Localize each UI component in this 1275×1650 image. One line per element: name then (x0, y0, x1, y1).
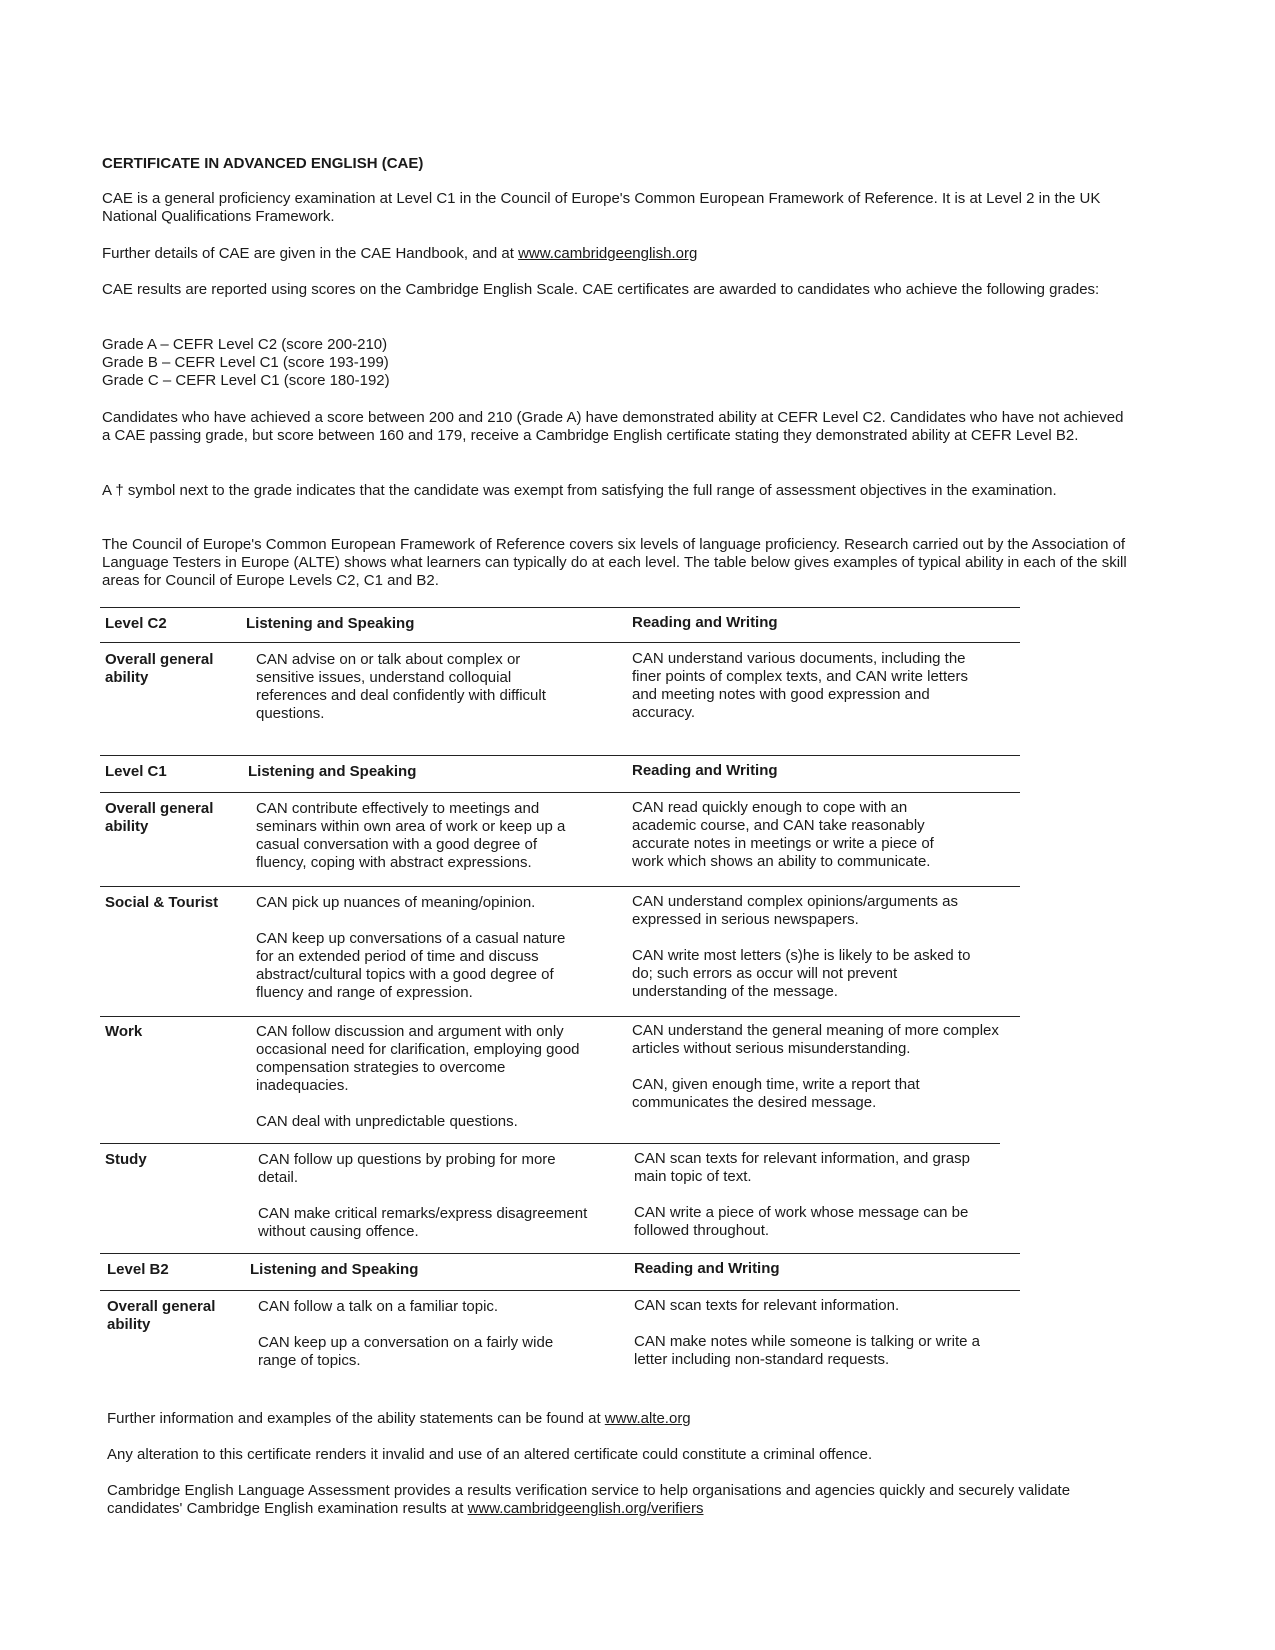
c1-study-label: Study (105, 1151, 147, 1168)
c1-study-rw-1: CAN scan texts for relevant information, and grasp main topic of text. (634, 1150, 970, 1185)
page-title: CERTIFICATE IN ADVANCED ENGLISH (CAE) (102, 155, 424, 172)
c1-work-reading-writing (632, 1022, 1017, 1112)
grade-b: Grade B – CEFR Level C1 (score 193-199) (102, 354, 389, 371)
c1-listening-speaking-header: Listening and Speaking (248, 763, 417, 780)
table-rule (100, 1290, 1020, 1291)
c1-work-rw-1: CAN understand the general meaning of more complex articles without serious misunderstanding. (632, 1022, 999, 1057)
c1-reading-writing-header: Reading and Writing (632, 762, 778, 779)
intro-paragraph: CAE is a general proficiency examination at Level C1 in the Council of Europe's Common European Framework of Reference. It is at Level 2 in the UK National Qualifications Framework. (102, 190, 1101, 225)
c1-social-listening-speaking (256, 894, 576, 1002)
c1-social-tourist-label: Social & Tourist (105, 894, 219, 911)
table-rule (100, 607, 1020, 608)
table-rule (100, 792, 1020, 793)
c1-study-rw-2: CAN write a piece of work whose message can be followed throughout. (634, 1204, 969, 1239)
council-paragraph: The Council of Europe's Common European Framework of Reference covers six levels of language proficiency. Research carried out by the Association of Language Testers in Europe (ALTE) shows what learners can typically do at each level. The table below gives examples of typical ability in each of the skill areas for Council of Europe Levels C2, C1 and B2. (102, 536, 1127, 589)
c1-study-reading-writing (634, 1150, 974, 1240)
further-info-paragraph (107, 1410, 1137, 1428)
c1-social-ls-2: CAN keep up conversations of a casual nature for an extended period of time and discuss abstract/cultural topics with a good degree of fluency and range of expression. (256, 930, 566, 1001)
further-info-text: Further information and examples of the ability statements can be found at (107, 1410, 605, 1427)
details-text: Further details of CAE are given in the CAE Handbook, and at (102, 245, 519, 262)
b2-reading-writing-header: Reading and Writing (634, 1260, 780, 1277)
level-c1-header: Level C1 (105, 763, 167, 780)
c1-social-reading-writing (632, 893, 972, 1001)
b2-overall-label: Overall general ability (107, 1298, 216, 1333)
table-rule (100, 1253, 1020, 1254)
alteration-paragraph: Any alteration to this certificate renders it invalid and use of an altered certificate could constitute a criminal offence. (107, 1446, 873, 1463)
c1-work-listening-speaking (256, 1023, 596, 1131)
b2-overall-rw-1: CAN scan texts for relevant information. (634, 1297, 900, 1314)
c2-reading-writing-header: Reading and Writing (632, 614, 778, 631)
c1-social-rw-2: CAN write most letters (s)he is likely to be asked to do; such errors as occur will not prevent understanding of the message. (632, 947, 971, 1000)
candidates-paragraph: Candidates who have achieved a score between 200 and 210 (Grade A) have demonstrated ability at CEFR Level C2. Candidates who have not achieved a CAE passing grade, but score between 160 and 179, receive a Cambridge English certificate stating they demonstrated ability at CEFR Level B2. (102, 409, 1124, 444)
table-rule (100, 1016, 1020, 1017)
verification-paragraph (107, 1482, 1147, 1518)
verifiers-link[interactable]: www.cambridgeenglish.org/verifiers (467, 1500, 704, 1517)
b2-listening-speaking-header: Listening and Speaking (250, 1261, 419, 1278)
c1-overall-reading-writing: CAN read quickly enough to cope with an academic course, and CAN take reasonably accurate notes in meetings or write a piece of work which shows an ability to communicate. (632, 799, 934, 870)
table-rule (100, 1143, 1000, 1144)
c1-work-ls-1: CAN follow discussion and argument with only occasional need for clarification, employing good compensation strategies to overcome inadequacies. (256, 1023, 580, 1094)
c1-study-ls-2: CAN make critical remarks/express disagreement without causing offence. (258, 1205, 588, 1240)
c2-overall-listening-speaking: CAN advise on or talk about complex or sensitive issues, understand colloquial references and deal confidently with difficult questions. (256, 651, 546, 722)
symbol-paragraph: A † symbol next to the grade indicates that the candidate was exempt from satisfying the full range of assessment objectives in the examination. (102, 482, 1057, 499)
verification-text: Cambridge English Language Assessment provides a results verification service to help organisations and agencies quickly and securely validate candidates' Cambridge English examination results at (107, 1482, 1071, 1517)
b2-overall-reading-writing (634, 1297, 994, 1369)
grade-a: Grade A – CEFR Level C2 (score 200-210) (102, 336, 388, 353)
c1-work-rw-2: CAN, given enough time, write a report that communicates the desired message. (632, 1076, 920, 1111)
table-rule (100, 886, 1020, 887)
b2-overall-listening-speaking (258, 1298, 588, 1370)
c1-social-ls-1: CAN pick up nuances of meaning/opinion. (256, 894, 536, 911)
level-c2-header: Level C2 (105, 615, 167, 632)
c1-study-listening-speaking (258, 1151, 593, 1241)
table-rule (100, 642, 1020, 643)
b2-overall-ls-1: CAN follow a talk on a familiar topic. (258, 1298, 499, 1315)
b2-overall-ls-2: CAN keep up a conversation on a fairly wide range of topics. (258, 1334, 554, 1369)
alte-link[interactable]: www.alte.org (604, 1410, 691, 1427)
c2-overall-label: Overall general ability (105, 651, 214, 686)
c2-listening-speaking-header: Listening and Speaking (246, 615, 415, 632)
c1-work-label: Work (105, 1023, 143, 1040)
details-paragraph (102, 245, 1132, 263)
c1-social-rw-1: CAN understand complex opinions/arguments as expressed in serious newspapers. (632, 893, 959, 928)
table-rule (100, 755, 1020, 756)
c2-overall-reading-writing: CAN understand various documents, including the finer points of complex texts, and CAN write letters and meeting notes with good expression and accuracy. (632, 650, 968, 721)
level-b2-header: Level B2 (107, 1261, 169, 1278)
c1-overall-listening-speaking: CAN contribute effectively to meetings and seminars within own area of work or keep up a casual conversation with a good degree of fluency, coping with abstract expressions. (256, 800, 566, 871)
c1-study-ls-1: CAN follow up questions by probing for more detail. (258, 1151, 556, 1186)
c1-overall-label: Overall general ability (105, 800, 214, 835)
b2-overall-rw-2: CAN make notes while someone is talking or write a letter including non-standard requests. (634, 1333, 980, 1368)
c1-work-ls-2: CAN deal with unpredictable questions. (256, 1113, 518, 1130)
cambridge-link[interactable]: www.cambridgeenglish.org (518, 245, 698, 262)
results-paragraph: CAE results are reported using scores on the Cambridge English Scale. CAE certificates are awarded to candidates who achieve the following grades: (102, 281, 1100, 298)
grade-c: Grade C – CEFR Level C1 (score 180-192) (102, 372, 390, 389)
